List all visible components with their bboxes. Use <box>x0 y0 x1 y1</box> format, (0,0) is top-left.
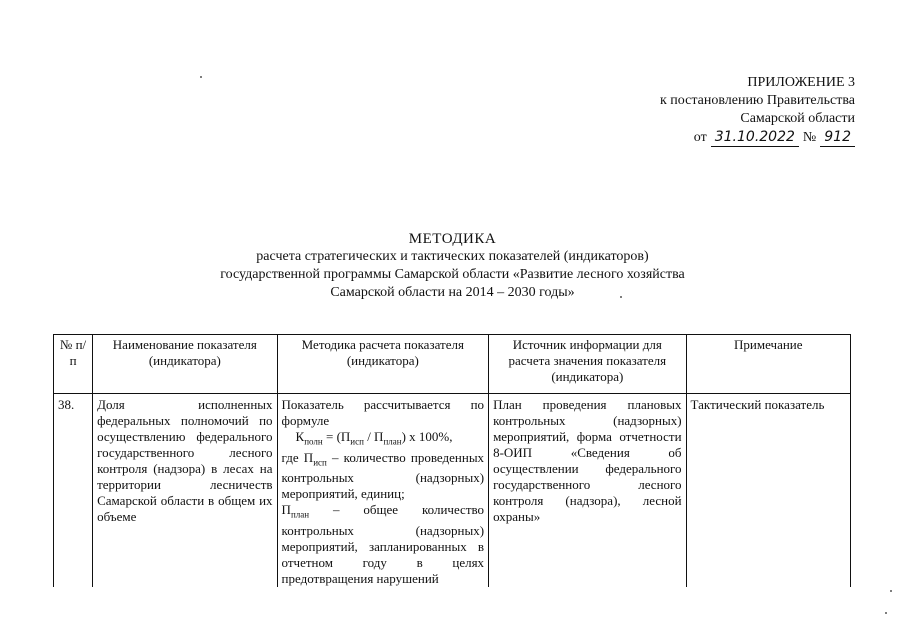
appendix-title: ПРИЛОЖЕНИЕ 3 <box>747 75 855 90</box>
appendix-line-2: Самарской области <box>740 111 855 126</box>
calculation-method <box>277 394 489 587</box>
note: Тактический показатель <box>686 394 850 587</box>
title-line-2: государственной программы Самарской области «Развитие лесного хозяйства <box>220 267 685 282</box>
scan-speck <box>885 612 887 614</box>
title-main: МЕТОДИКА <box>408 231 497 247</box>
formula-planned: $П_{план}$ – общее количество контрольных (надзорных) мероприятий, запланированных в отчетном году в целях предотвращения нарушений <box>281 502 485 586</box>
scan-speck <box>620 296 622 298</box>
header-number: № п/п <box>54 335 93 394</box>
table-row <box>54 394 851 587</box>
title-line-3: Самарской области на 2014 – 2030 годы» <box>330 285 575 300</box>
handwritten-number: 912 <box>820 128 855 147</box>
formula: $К_{полн} = (П_{исп} / П_{план})$ х 100%, <box>295 429 453 447</box>
appendix-date-number <box>635 128 855 147</box>
title-line-1: расчета стратегических и тактических показателей (индикаторов) <box>256 249 649 264</box>
methodology-table <box>53 334 851 587</box>
header-indicator-name: Наименование показателя (индикатора) <box>93 335 277 394</box>
formula-where: где $П_{исп}$ – количество проведенных контрольных (надзорных) мероприятий, единиц; <box>281 449 485 502</box>
scan-speck <box>890 590 892 592</box>
header-information-source: Источник информации для расчета значения показателя (индикатора) <box>489 335 686 394</box>
indicator-name: Доля исполненных федеральных полномочий по осуществлению федерального государственного лесного контроля (надзора) в лесах на территории лесничеств Самарской области в общем их объеме <box>93 394 277 587</box>
information-source: План проведения плановых контрольных (надзорных) мероприятий, форма отчетности 8-ОИП «Сведения об осуществлении федерального государственного лесного контроля (надзора), лесной охраны» <box>489 394 686 587</box>
table-header-row <box>54 335 851 394</box>
method-intro: Показатель рассчитывается по формуле <box>281 397 485 428</box>
number-prefix: № <box>802 130 817 145</box>
header-note: Примечание <box>686 335 850 394</box>
appendix-line-1: к постановлению Правительства <box>659 93 855 108</box>
appendix-header <box>635 74 855 147</box>
scan-speck <box>200 76 202 78</box>
from-prefix: от <box>693 130 707 145</box>
row-number: 38. <box>54 394 93 587</box>
document-title <box>0 230 905 302</box>
header-calculation-method: Методика расчета показателя (индикатора) <box>277 335 489 394</box>
handwritten-date: 31.10.2022 <box>711 128 799 147</box>
